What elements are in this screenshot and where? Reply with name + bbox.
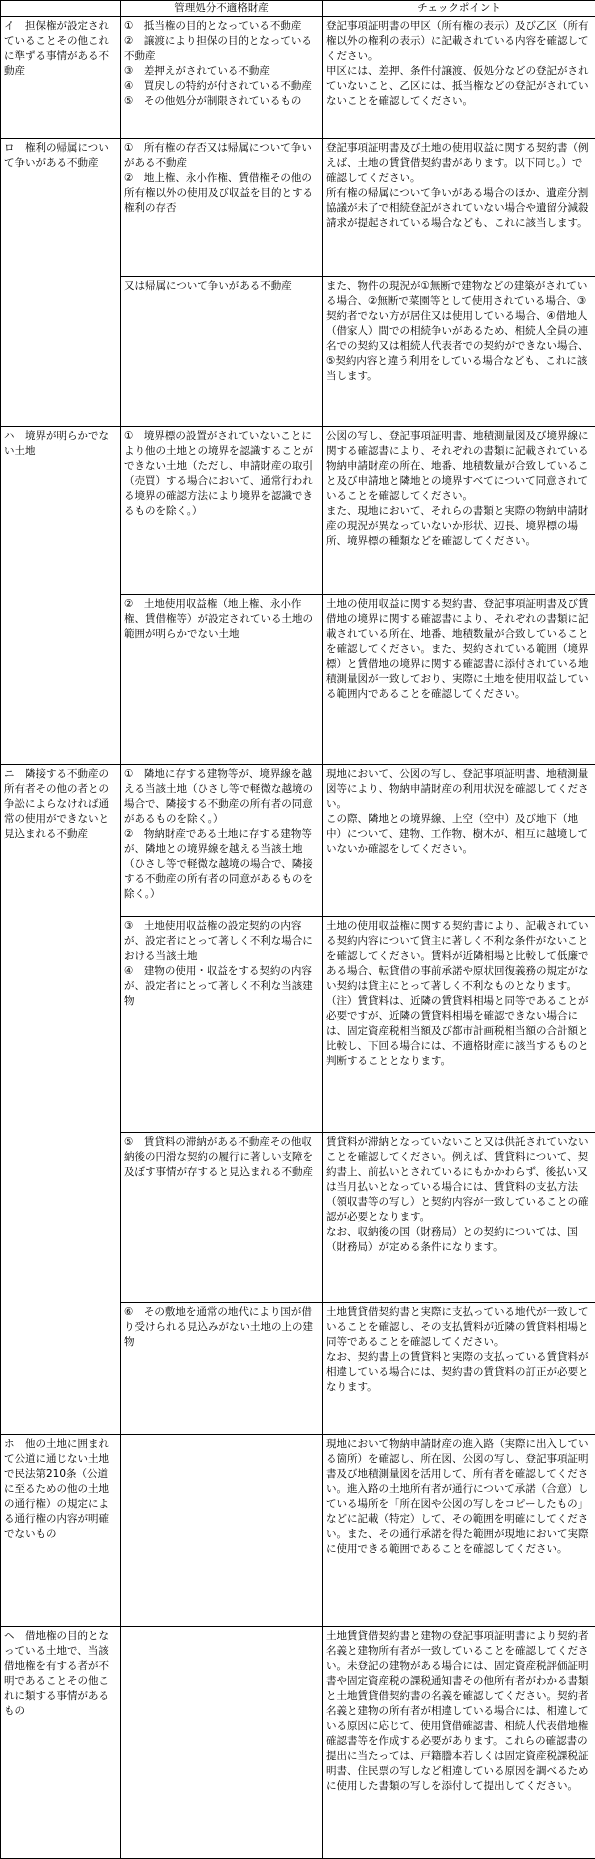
condition-cell: ① 境界標の設置がされていないことにより他の土地との境界を認識することができない土地（ただし、申請財産の取引（売買）する場合において、通常行われる境界の確認方法により境界を認識できるものを除く。）	[121, 427, 323, 595]
check-cell: 公図の写し、登記事項証明書、地積測量図及び境界線に関する確認書により、それぞれの書類に記載されている物納申請財産の所在、地番、地積数量が合致していること及び申請地と隣地との境界すべてについて同意されていることを確認してください。 また、現地において、それらの書類と実際の物納申請財産の現況が異なっていないか形状、辺長、境界標の場所、境界標の種類などを確認してください。	[323, 427, 595, 595]
table-row	[1, 1627, 595, 1859]
condition-cell: 又は帰属について争いがある不動産	[121, 277, 323, 427]
category-cell: ヘ 借地権の目的となっている土地で、当該借地権を有する者が不明であることその他これに類する事情があるもの	[1, 1627, 121, 1859]
condition-cell: ① 抵当権の目的となっている不動産 ② 譲渡により担保の目的となっている不動産 ③ 差押えがされている不動産 ④ 買戻しの特約が付されている不動産 ⑤ その他処分が制限されているもの	[121, 17, 323, 139]
check-cell: 登記事項証明書及び土地の使用収益に関する契約書（例えば、土地の賃貸借契約書があります。以下同じ。）で確認してください。 所有権の帰属について争いがある場合のほか、遺産分割協議が未了で相続登記がされていない場合や遺留分減殺請求が提起されている場合なども、これに該当します。	[323, 139, 595, 277]
condition-cell: ① 所有権の存否又は帰属について争いがある不動産 ② 地上権、永小作権、賃借権その他の所有権以外の使用及び収益を目的とする権利の存否	[121, 139, 323, 277]
category-cell: ロ 権利の帰属について争いがある不動産	[1, 139, 121, 427]
condition-cell: ③ 土地使用収益権の設定契約の内容が、設定者にとって著しく不利な場合における当該土地 ④ 建物の使用・収益をする契約の内容が、設定者にとって著しく不利な当該建物	[121, 917, 323, 1133]
condition-cell	[121, 1627, 323, 1859]
table-row	[1, 427, 595, 595]
category-cell: イ 担保権が設定されていることその他これに準ずる事情がある不動産	[1, 17, 121, 139]
header-check-points: チェックポイント	[323, 1, 595, 17]
category-cell: ニ 隣接する不動産の所有者その他の者との争訟によらなければ通常の使用ができないと見込まれる不動産	[1, 765, 121, 1435]
check-cell: 現地において、公図の写し、登記事項証明書、地積測量図等により、物納申請財産の利用状況を確認してください。 この際、隣地との境界線、上空（空中）及び地下（地中）について、建物、工作物、樹木が、相互に越境していないか確認をしてください。	[323, 765, 595, 917]
check-cell: 現地において物納申請財産の進入路（実際に出入している箇所）を確認し、所在図、公図の写し、登記事項証明書及び地積測量図を活用して、所有者を確認してください。進入路の土地所有者が通行について承諾（合意）している場所を「所在図や公図の写しをコピーしたもの」などに記載（特定）して、その範囲を明確にしてください。また、その通行承諾を得た範囲が現地において実際に使用できる範囲であることを確認してください。	[323, 1435, 595, 1627]
check-cell: 土地賃貸借契約書と建物の登記事項証明書により契約者名義と建物所有者が一致していることを確認してください。未登記の建物がある場合には、固定資産税評価証明書や固定資産税の課税通知書その他所有者がわかる書類と土地賃貸借契約書の名義を確認してください。契約者名義と建物の所有者が相違している場合には、相違している原因に応じて、使用貸借確認書、相続人代表借地権確認書等を作成する必要があります。これらの確認書の提出に当たっては、戸籍謄本若しくは固定資産税課税証明書、住民票の写しなど相違している原因を調べるために使用した書類の写しを添付して提出してください。	[323, 1627, 595, 1859]
check-cell: 土地賃貸借契約書と実際に支払っている地代が一致していることを確認し、その支払賃料が近隣の賃貸料相場と同等であることを確認してください。 なお、契約書上の賃貸料と実際の支払っている賃貸料が相違している場合には、契約書の賃貸料の訂正が必要となります。	[323, 1303, 595, 1435]
condition-cell	[121, 1435, 323, 1627]
header-category	[1, 1, 121, 17]
table-row	[1, 1435, 595, 1627]
condition-cell: ① 隣地に存する建物等が、境界線を越える当該土地（ひさし等で軽微な越境の場合で、隣接する不動産の所有者の同意があるものを除く。） ② 物納財産である土地に存する建物等が、隣地との境界線を越える当該土地（ひさし等で軽微な越境の場合で、隣接する不動産の所有者の同意があるものを除く。）	[121, 765, 323, 917]
condition-cell: ⑥ その敷地を通常の地代により国が借り受けられる見込みがない土地の上の建物	[121, 1303, 323, 1435]
table-row	[1, 17, 595, 139]
check-cell: 賃貸料が滞納となっていないこと又は供託されていないことを確認してください。例えば、賃貸料について、契約書上、前払いとされているにもかかわらず、後払い又は当月払いとなっている場合には、賃貸料の支払方法（領収書等の写し）と契約内容が一致していることの確認が必要となります。 なお、収納後の国（財務局）との契約については、国（財務局）が定める条件になります。	[323, 1133, 595, 1303]
table-row	[1, 765, 595, 917]
category-cell: ホ 他の土地に囲まれて公道に通じない土地で民法第210条（公道に至るための他の土地の通行権）の規定による通行権の内容が明確でないもの	[1, 1435, 121, 1627]
check-cell: 土地の使用収益権に関する契約書により、記載されている契約内容について貸主に著しく不利な条件がないことを確認してください。賃料が近隣相場と比較して低廉である場合、転貸借の事前承諾や原状回復義務の規定がない契約は貸主にとって著しく不利なものとなります。 （注）賃貸料は、近隣の賃貸料相場と同等であることが必要ですが、近隣の賃貸料相場を確認できない場合には、固定資産税相当額及び都市計画税相当額の合計額と比較し、下回る場合には、不適格財産に該当するものと判断することとなります。	[323, 917, 595, 1133]
table-row	[1, 139, 595, 277]
condition-cell: ② 土地使用収益権（地上権、永小作権、賃借権等）が設定されている土地の範囲が明らかでない土地	[121, 595, 323, 765]
header-row	[1, 1, 595, 17]
header-unsuitable-property: 管理処分不適格財産	[121, 1, 323, 17]
category-cell: ハ 境界が明らかでない土地	[1, 427, 121, 765]
check-cell: 土地の使用収益に関する契約書、登記事項証明書及び賃借地の境界に関する確認書により、それぞれの書類に記載されている所在、地番、地積数量が合致していることを確認してください。また、契約されている範囲（境界標）と賃借地の境界に関する確認書に添付されている地積測量図が一致しており、実際に土地を使用収益している範囲内であることを確認してください。	[323, 595, 595, 765]
condition-cell: ⑤ 賃貸料の滞納がある不動産その他収納後の円滑な契約の履行に著しい支障を及ぼす事情が存すると見込まれる不動産	[121, 1133, 323, 1303]
check-cell: 登記事項証明書の甲区（所有権の表示）及び乙区（所有権以外の権利の表示）に記載されている内容を確認してください。 甲区には、差押、条件付譲渡、仮処分などの登記がされていないこと、乙区には、抵当権などの登記がされていないことを確認してください。	[323, 17, 595, 139]
check-cell: また、物件の現況が①無断で建物などの建築がされている場合、②無断で菜園等として使用されている場合、③契約者でない方が居住又は使用している場合、④借地人（借家人）間での相続争いがあるため、相続人全員の連名での契約又は相続人代表者での契約ができない場合、⑤契約内容と違う利用をしている場合なども、これに該当します。	[323, 277, 595, 427]
